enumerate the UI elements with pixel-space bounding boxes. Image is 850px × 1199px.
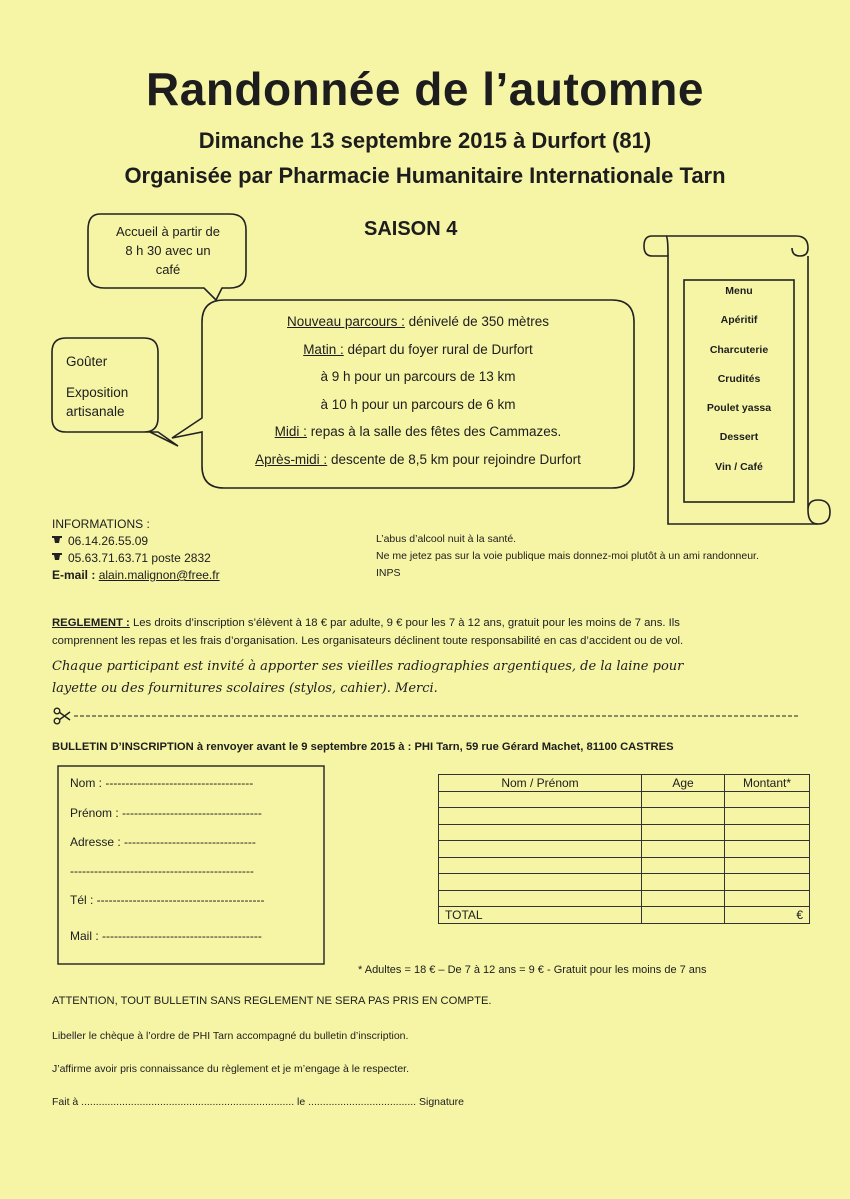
phone-field[interactable]: Tél : ------------------------------------------ (70, 893, 265, 907)
notices-block (376, 531, 759, 582)
table-row[interactable] (439, 824, 810, 841)
table-row[interactable] (439, 874, 810, 891)
menu-item: Vin / Café (715, 460, 763, 473)
reglement-block (52, 614, 812, 650)
route-line-label: Midi : (274, 424, 307, 439)
attention-notice: ATTENTION, TOUT BULLETIN SANS REGLEMENT NE SERA PAS PRIS EN COMPTE. (52, 995, 492, 1007)
notice-line: INPS (376, 567, 401, 579)
route-line (206, 397, 630, 425)
column-header: Montant* (725, 775, 810, 792)
page-title: Randonnée de l’automne (146, 63, 704, 115)
notice-line: Ne me jetez pas sur la voie publique mais donnez-moi plutôt à un ami randonneur. (376, 550, 759, 562)
menu-item: Apéritif (720, 314, 758, 327)
route-details (206, 314, 630, 479)
phone-number: 06.14.26.55.09 (68, 534, 149, 548)
route-line-text: à 9 h pour un parcours de 13 km (320, 369, 516, 384)
informations-block (52, 516, 220, 584)
reglement-label: REGLEMENT : (52, 617, 130, 629)
welcome-line: café (155, 262, 181, 277)
route-line-label: Après-midi : (255, 451, 328, 467)
table-row[interactable] (439, 857, 810, 874)
total-label: TOTAL (439, 907, 642, 924)
welcome-line: Accueil à partir de (115, 224, 221, 239)
column-header: Nom / Prénom (439, 775, 642, 792)
email-link[interactable]: alain.malignon@free.fr (98, 568, 220, 582)
informations-heading: INFORMATIONS : (52, 517, 150, 531)
route-line (206, 342, 630, 370)
route-line-text: départ du foyer rural de Durfort (343, 341, 533, 357)
route-line (206, 452, 630, 480)
route-line (206, 314, 630, 342)
organizer-line: Organisée par Pharmacie Humanitaire Internationale Tarn (124, 163, 726, 188)
notice-line: L’abus d’alcool nuit à la santé. (376, 533, 517, 545)
route-line-label: Matin : (303, 341, 344, 357)
table-row[interactable] (439, 808, 810, 825)
phone-number: 05.63.71.63.71 poste 2832 (68, 551, 211, 565)
season-label: SAISON 4 (364, 218, 458, 240)
snack-line: artisanale (66, 404, 125, 419)
column-header: Age (642, 775, 725, 792)
table-row[interactable] (439, 890, 810, 907)
email-label: E-mail : (52, 568, 96, 582)
affirmation-line: J’affirme avoir pris connaissance du règlement et je m’engage à le respecter. (52, 1063, 409, 1075)
bulletin-heading: BULLETIN D’INSCRIPTION à renvoyer avant le 9 septembre 2015 à : PHI Tarn, 59 rue Gérard Machet, 81100 CASTRES (52, 741, 674, 753)
welcome-bubble-text (96, 222, 240, 279)
menu-list (684, 285, 794, 490)
handwritten-line: Chaque participant est invité à apporter ses vieilles radiographies argentiques, de la laine pour (52, 659, 684, 674)
menu-item: Menu (725, 285, 753, 297)
reglement-text: comprennent les repas et les frais d’organisation. Les organisateurs déclinent toute responsabilité en cas d’accident ou de vol. (52, 635, 684, 647)
snack-line: Goûter (66, 354, 108, 369)
table-row[interactable] (439, 791, 810, 808)
route-line-text: dénivelé de 350 mètres (404, 314, 549, 329)
route-line (206, 424, 630, 452)
reglement-text: Les droits d’inscription s’élèvent à 18 € par adulte, 9 € pour les 7 à 12 ans, gratuit pour les moins de 7 ans. Ils (129, 617, 680, 629)
handwritten-note (52, 656, 832, 700)
address-field[interactable]: Adresse : --------------------------------- (70, 835, 256, 849)
firstname-field[interactable]: Prénom : ----------------------------------- (70, 806, 262, 820)
route-line-text: repas à la salle des fêtes des Cammazes. (306, 424, 562, 439)
handwritten-line: layette ou des fournitures scolaires (stylos, cahier). Merci. (52, 681, 438, 696)
tariff-note: * Adultes = 18 € – De 7 à 12 ans = 9 € - Gratuit pour les moins de 7 ans (358, 964, 707, 976)
signature-line[interactable]: Fait à ......................................................................... le ..................................... Signature (52, 1096, 464, 1108)
date-line: Dimanche 13 septembre 2015 à Durfort (81) (198, 128, 652, 153)
mail-field[interactable]: Mail : ---------------------------------------- (70, 929, 262, 943)
table-row[interactable] (439, 841, 810, 858)
name-field[interactable]: Nom : ------------------------------------- (70, 776, 254, 790)
snack-line: Exposition (66, 385, 129, 400)
route-line-text: à 10 h pour un parcours de 6 km (320, 396, 516, 412)
menu-item: Charcuterie (709, 343, 769, 356)
menu-item: Poulet yassa (706, 402, 772, 415)
menu-item: Crudités (717, 372, 761, 385)
route-line (206, 369, 630, 397)
table-header-row (439, 775, 810, 792)
route-line-text: descente de 8,5 km pour rejoindre Durfort (327, 451, 581, 467)
menu-item: Dessert (719, 431, 759, 444)
total-currency: € (725, 907, 810, 924)
registration-table (438, 774, 810, 924)
route-line-label: Nouveau parcours : (287, 314, 405, 329)
scissors-icon (54, 708, 70, 724)
address-field-line2[interactable]: ---------------------------------------------- (70, 864, 254, 878)
welcome-line: 8 h 30 avec un (125, 243, 211, 258)
cheque-instruction: Libeller le chèque à l’ordre de PHI Tarn accompagné du bulletin d’inscription. (52, 1030, 409, 1042)
snack-bubble-text (66, 352, 128, 421)
total-row (439, 907, 810, 924)
